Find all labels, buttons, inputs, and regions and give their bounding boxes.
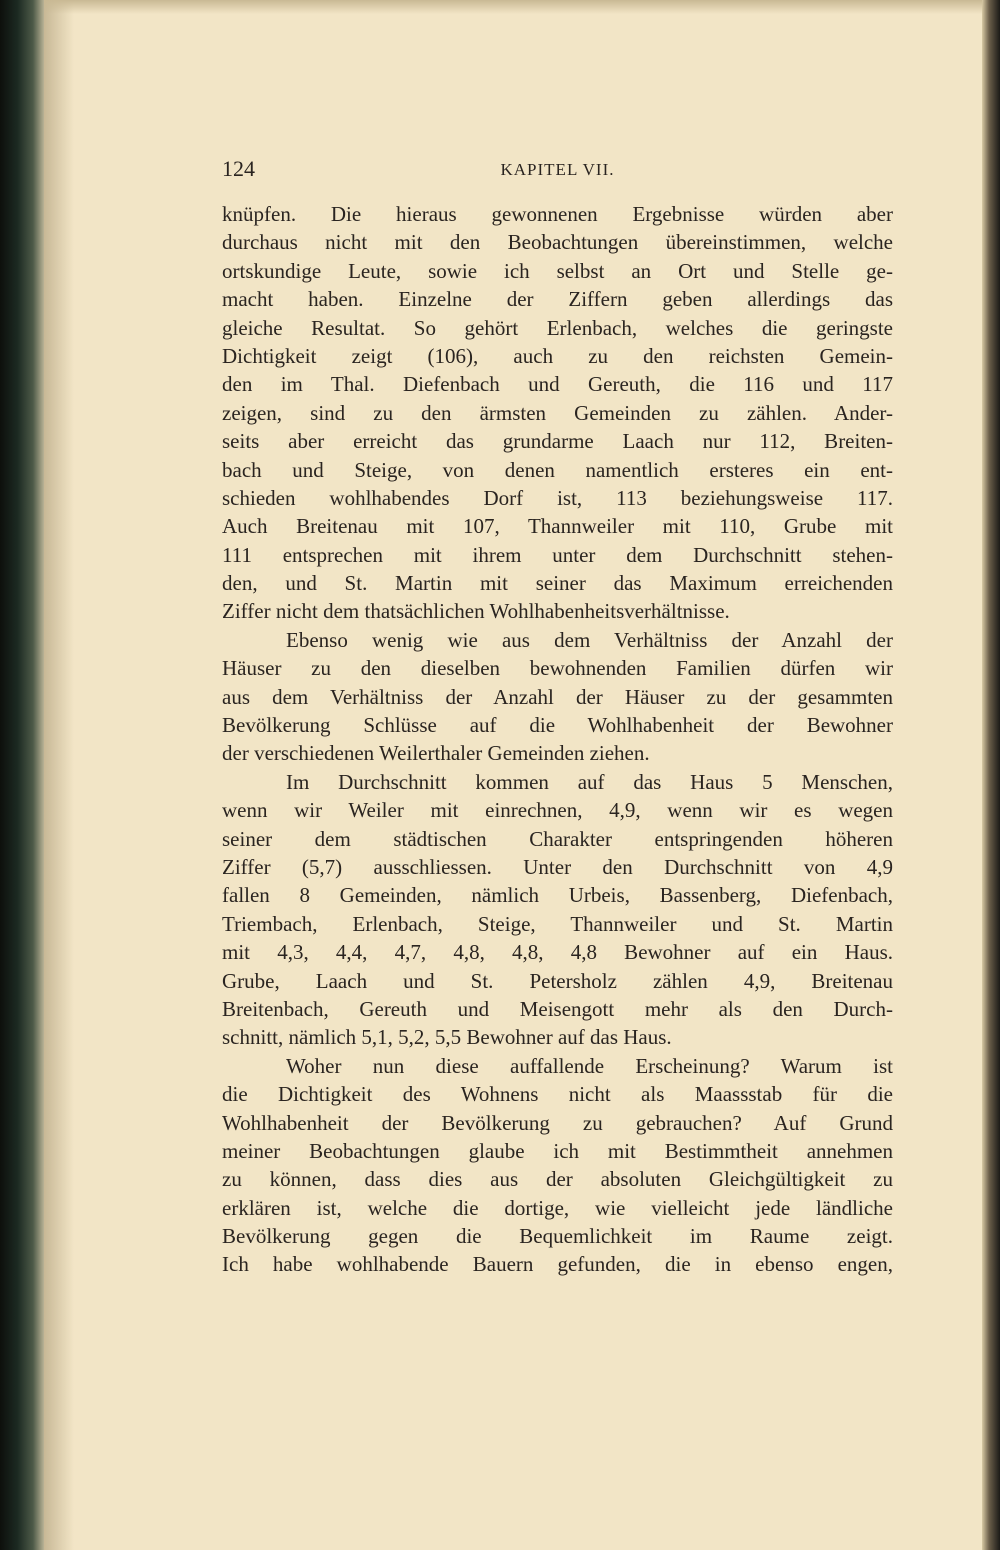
text-line: Ziffer nicht dem thatsächlichen Wohlhabenheitsverhältnisse. [222, 599, 730, 624]
text-line: den, und St. Martin mit seiner das Maximum erreichenden [222, 571, 893, 596]
paragraph [222, 1052, 893, 1279]
text-line: Woher nun diese auffallende Erscheinung? Warum ist [286, 1053, 893, 1078]
text-line: Ziffer (5,7) ausschliessen. Unter den Durchschnitt von 4,9 [222, 854, 893, 879]
page-right-edge [982, 0, 1000, 1550]
paragraph [222, 768, 893, 1052]
gutter-shadow [44, 0, 74, 1550]
text-line: Bevölkerung gegen die Bequemlichkeit im Raume zeigt. [222, 1224, 893, 1249]
text-line: den im Thal. Diefenbach und Gereuth, die 116 und 117 [222, 372, 893, 397]
text-line: Triembach, Erlenbach, Steige, Thannweiler und St. Martin [222, 911, 893, 936]
text-line: zu können, dass dies aus der absoluten Gleichgültigkeit zu [222, 1167, 893, 1192]
text-line: Wohlhabenheit der Bevölkerung zu gebrauchen? Auf Grund [222, 1110, 893, 1135]
text-line: die Dichtigkeit des Wohnens nicht als Maassstab für die [222, 1082, 893, 1107]
text-line: erklären ist, welche die dortige, wie vielleicht jede ländliche [222, 1195, 893, 1220]
text-line: Ebenso wenig wie aus dem Verhältniss der Anzahl der [286, 627, 893, 652]
text-line: seits aber erreicht das grundarme Laach nur 112, Breiten- [222, 429, 893, 454]
text-line: Ich habe wohlhabende Bauern gefunden, die in ebenso engen, [222, 1252, 893, 1277]
text-line: Bevölkerung Schlüsse auf die Wohlhabenheit der Bewohner [222, 713, 893, 738]
paragraph [222, 200, 893, 626]
text-line: der verschiedenen Weilerthaler Gemeinden ziehen. [222, 741, 650, 766]
text-line: ortskundige Leute, sowie ich selbst an Ort und Stelle ge- [222, 258, 893, 283]
text-line: wenn wir Weiler mit einrechnen, 4,9, wenn wir es wegen [222, 798, 893, 823]
text-line: zeigen, sind zu den ärmsten Gemeinden zu zählen. Ander- [222, 400, 893, 425]
body-text [222, 200, 893, 1279]
text-line: Häuser zu den dieselben bewohnenden Familien dürfen wir [222, 656, 893, 681]
text-line: fallen 8 Gemeinden, nämlich Urbeis, Bassenberg, Diefenbach, [222, 883, 893, 908]
text-line: bach und Steige, von denen namentlich ersteres ein ent- [222, 457, 893, 482]
text-line: gleiche Resultat. So gehört Erlenbach, welches die geringste [222, 315, 893, 340]
book-binding-edge [0, 0, 44, 1550]
running-head: KAPITEL VII. [500, 160, 615, 179]
page-top-edge [44, 0, 982, 14]
text-line: Grube, Laach und St. Petersholz zählen 4,9, Breitenau [222, 968, 893, 993]
paragraph [222, 626, 893, 768]
text-line: knüpfen. Die hieraus gewonnenen Ergebnisse würden aber [222, 202, 893, 226]
text-line: durchaus nicht mit den Beobachtungen übereinstimmen, welche [222, 230, 893, 255]
text-line: Breitenbach, Gereuth und Meisengott mehr als den Durch- [222, 996, 893, 1021]
text-line: seiner dem städtischen Charakter entspringenden höheren [222, 826, 893, 851]
text-line: 111 entsprechen mit ihrem unter dem Durchschnitt stehen- [222, 542, 893, 567]
text-line: schieden wohlhabendes Dorf ist, 113 beziehungsweise 117. [222, 485, 893, 510]
text-line: aus dem Verhältniss der Anzahl der Häuser zu der gesammten [222, 684, 893, 709]
page-number: 124 [222, 156, 255, 181]
text-line: macht haben. Einzelne der Ziffern geben allerdings das [222, 287, 893, 312]
text-line: Im Durchschnitt kommen auf das Haus 5 Menschen, [286, 769, 893, 794]
text-line: mit 4,3, 4,4, 4,7, 4,8, 4,8, 4,8 Bewohner auf ein Haus. [222, 940, 893, 965]
text-line: Auch Breitenau mit 107, Thannweiler mit 110, Grube mit [222, 514, 893, 539]
text-line: schnitt, nämlich 5,1, 5,2, 5,5 Bewohner auf das Haus. [222, 1025, 672, 1050]
text-line: meiner Beobachtungen glaube ich mit Bestimmtheit annehmen [222, 1138, 893, 1163]
text-line: Dichtigkeit zeigt (106), auch zu den reichsten Gemein- [222, 343, 893, 368]
